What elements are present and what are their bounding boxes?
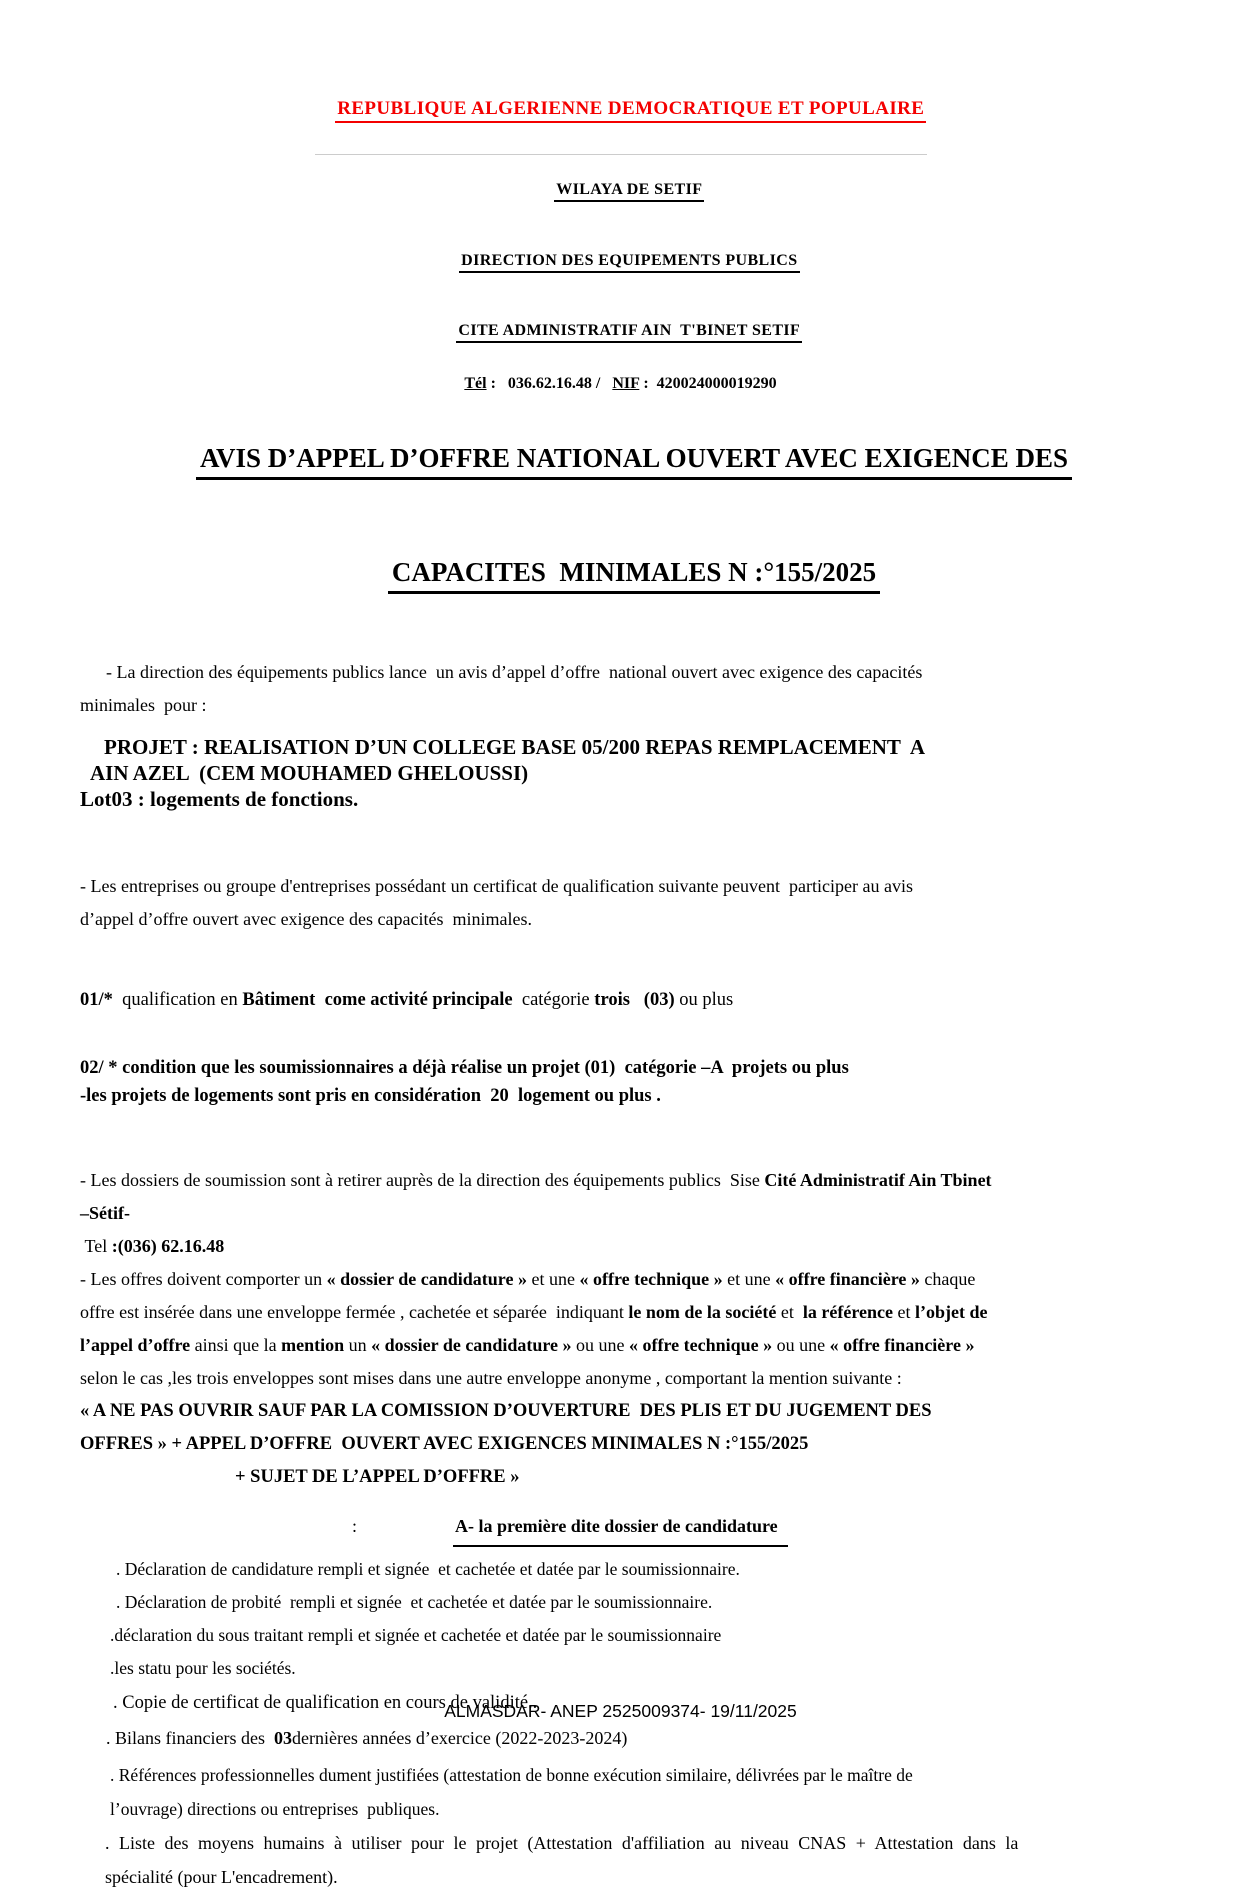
list-item-declaration-sous-traitant: .déclaration du sous traitant rempli et signée et cachetée et datée par le soumissionnaire	[110, 1625, 722, 1645]
section-a-title: A- la première dite dossier de candidature	[453, 1510, 788, 1547]
tel-contact-line: Tel :(036) 62.16.48	[80, 1236, 225, 1256]
header-direction-line	[80, 234, 1161, 291]
enterprises-paragraph	[80, 870, 1161, 936]
qualification-01-line: 01/* qualification en Bâtiment come activité principale catégorie trois (03) ou plus	[80, 990, 734, 1010]
offers-line3: l’appel d’offre ainsi que la mention un « dossier de candidature » ou une « offre technique » ou une « offre financière »	[80, 1335, 975, 1355]
mention-line1: « A NE PAS OUVRIR SAUF PAR LA COMISSION D’OUVERTURE DES PLIS ET DU JUGEMENT DES	[80, 1401, 932, 1421]
intro-line2: minimales pour :	[80, 695, 207, 715]
condition-02-line1: 02/ * condition que les soumissionnaires a déjà réalise un projet (01) catégorie –A projets ou plus	[80, 1058, 849, 1078]
wilaya-text: WILAYA DE SETIF	[554, 181, 704, 202]
dossiers-line1: - Les dossiers de soumission sont à retirer auprès de la direction des équipements publics Sise Cité Administratif Ain Tbinet	[80, 1170, 992, 1190]
mention-line2: OFFRES » + APPEL D’OFFRE OUVERT AVEC EXIGENCES MINIMALES N :°155/2025	[80, 1434, 809, 1454]
subject-line: + SUJET DE L’APPEL D’OFFRE »	[235, 1467, 520, 1487]
list-item-bilans-financiers: . Bilans financiers des 03dernières années d’exercice (2022-2023-2024)	[106, 1728, 628, 1748]
list-item-certificat-qualification: . Copie de certificat de qualification en cours de validité..	[113, 1693, 538, 1713]
header-republic-line	[80, 76, 1161, 145]
condition-02-block	[80, 1054, 1161, 1110]
notice-title-line2: CAPACITES MINIMALES N :°155/2025	[80, 526, 1161, 625]
notice-title-line1: AVIS D’APPEL D’OFFRE NATIONAL OUVERT AVEC EXIGENCE DES	[80, 412, 1161, 511]
condition-02-line2: -les projets de logements sont pris en considération 20 logement ou plus .	[80, 1086, 661, 1106]
publication-footer: ALMASDAR- ANEP 2525009374- 19/11/2025	[444, 1701, 797, 1721]
section-a-heading-row	[80, 1510, 1161, 1547]
moyens-line2: spécialité (pour L'encadrement).	[105, 1867, 338, 1887]
list-item-references-professionnelles	[80, 1758, 1161, 1826]
project-line2: AIN AZEL (CEM MOUHAMED GHELOUSSI)	[90, 761, 529, 785]
header-divider-line	[315, 154, 927, 155]
references-line1: . Références professionnelles dument justifiées (attestation de bonne exécution similaire, délivrées par le maître de	[110, 1765, 913, 1785]
submission-folder-paragraph	[80, 1164, 1161, 1395]
direction-text: DIRECTION DES EQUIPEMENTS PUBLICS	[459, 252, 799, 273]
intro-paragraph	[80, 656, 1161, 722]
header-cite-line	[80, 304, 1161, 361]
section-a-colon: :	[352, 1516, 358, 1536]
enterprises-line2: d’appel d’offre ouvert avec exigence des capacités minimales.	[80, 909, 532, 929]
project-lot-line: Lot03 : logements de fonctions.	[80, 787, 359, 811]
project-block	[80, 734, 1161, 812]
header-tel-nif-line: Tél : 036.62.16.48 / NIF : 420024000019290	[464, 375, 777, 392]
references-line2: l’ouvrage) directions ou entreprises publiques.	[110, 1799, 440, 1819]
offers-line2: offre est insérée dans une enveloppe fermée , cachetée et séparée indiquant le nom de la société et la référence et l’objet de	[80, 1302, 988, 1322]
list-item-moyens-humains	[80, 1826, 1161, 1894]
offers-line1: - Les offres doivent comporter un « dossier de candidature » et une « offre technique » et une « offre financière » chaque	[80, 1269, 976, 1289]
cite-text: CITE ADMINISTRATIF AIN T'BINET SETIF	[456, 322, 802, 343]
republic-title-text: REPUBLIQUE ALGERIENNE DEMOCRATIQUE ET POPULAIRE	[335, 98, 926, 123]
dossiers-line2: –Sétif-	[80, 1203, 130, 1223]
offers-line4: selon le cas ,les trois enveloppes sont mises dans une autre enveloppe anonyme , comportant la mention suivante :	[80, 1368, 902, 1388]
intro-line1: - La direction des équipements publics lance un avis d’appel d’offre national ouvert avec exigence des capacités	[106, 662, 923, 682]
list-item-statuts: .les statu pour les sociétés.	[110, 1658, 296, 1678]
header-wilaya-line	[80, 163, 1161, 220]
enterprises-line1: - Les entreprises ou groupe d'entreprises possédant un certificat de qualification suivante peuvent participer au avis	[80, 876, 913, 896]
list-item-declaration-probite: . Déclaration de probité rempli et signée et cachetée et datée par le soumissionnaire.	[116, 1592, 713, 1612]
envelope-mention-block	[80, 1395, 1161, 1461]
list-item-declaration-candidature: . Déclaration de candidature rempli et signée et cachetée et datée par le soumissionnaire.	[116, 1559, 740, 1579]
moyens-line1: . Liste des moyens humains à utiliser pour le projet (Attestation d'affiliation au niveau CNAS + Attestation dans la	[105, 1833, 1019, 1853]
project-line1: PROJET : REALISATION D’UN COLLEGE BASE 05/200 REPAS REMPLACEMENT A	[104, 735, 926, 759]
